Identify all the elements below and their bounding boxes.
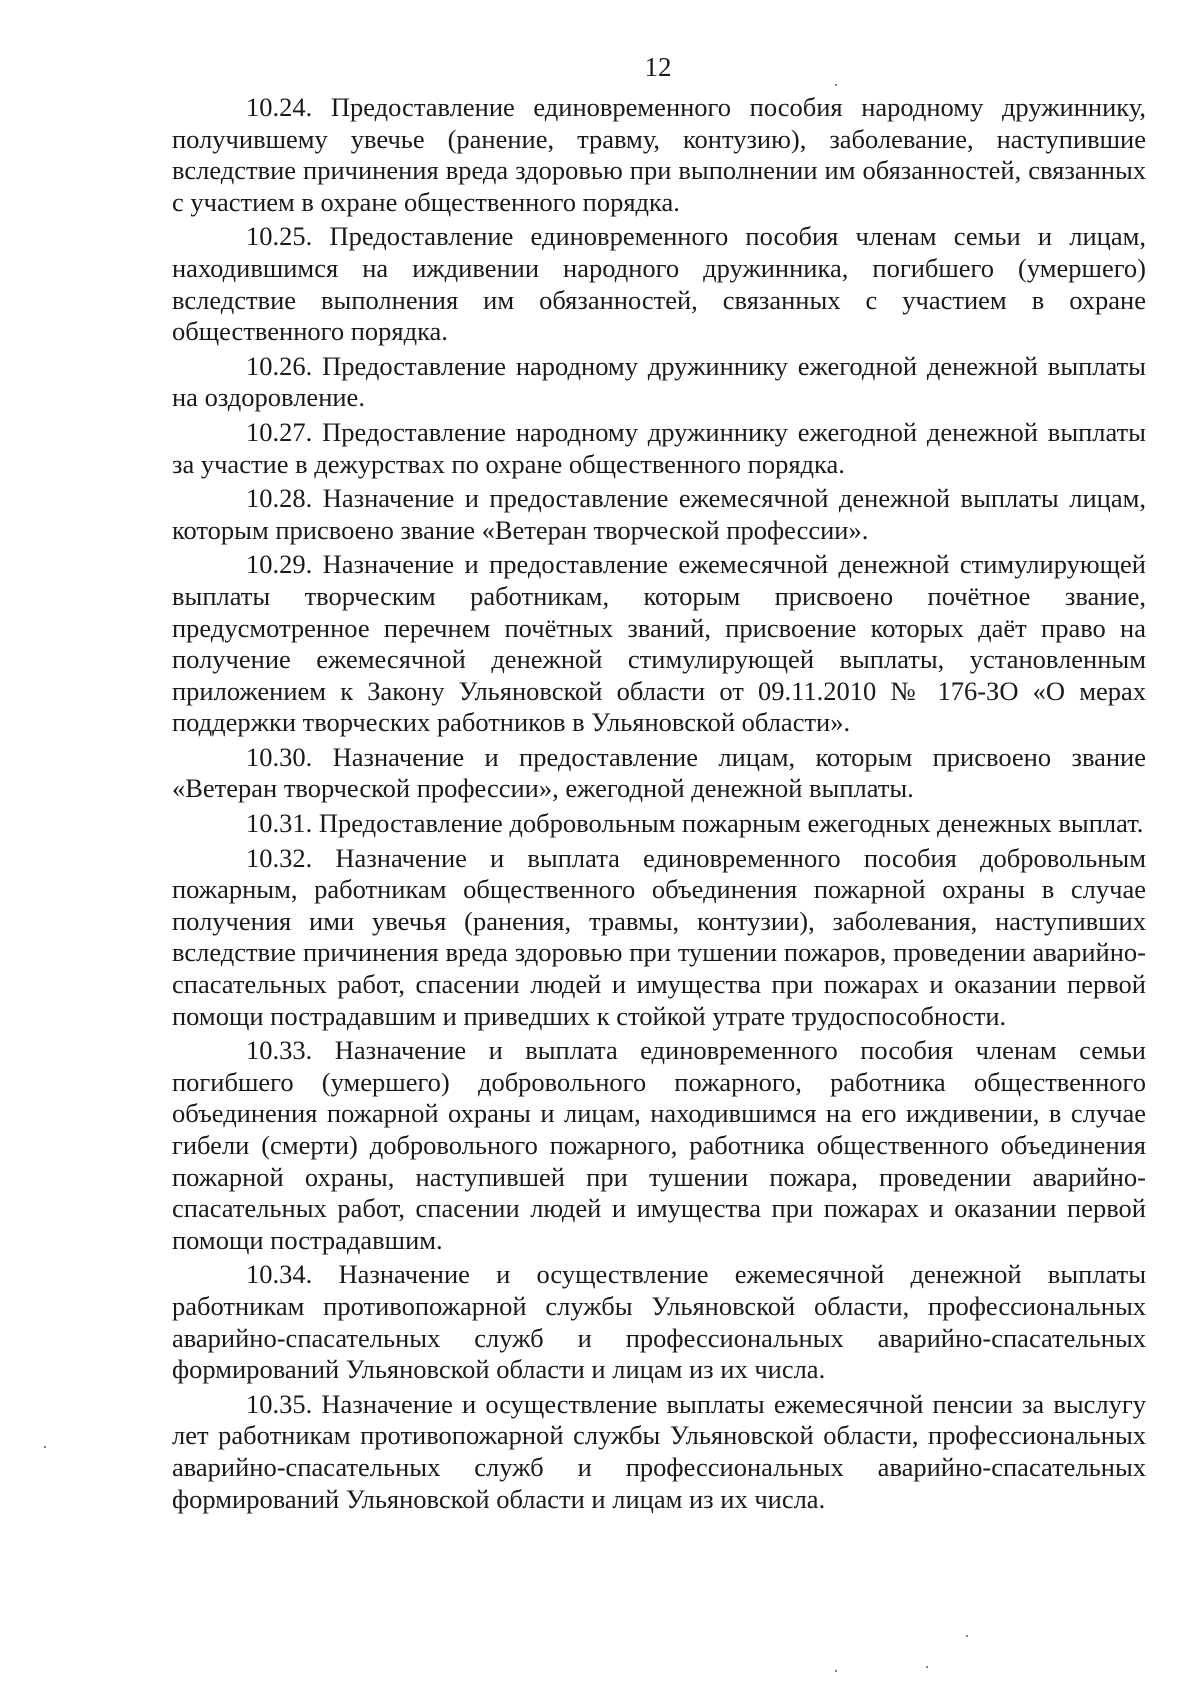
paragraph-10-26: 10.26. Предоставление народному дружиннику ежегодной денежной выплаты на оздоровление. [172, 350, 1146, 413]
paragraph-10-24: 10.24. Предоставление единовременного пособия народному дружиннику, получившему увечье (ранение, травму, контузию), заболевание, наступившие вследствие причинения вреда здоровью при выполнении им обязанностей, связанных с участием в охране общественного порядка. [172, 92, 1146, 217]
scan-speck [44, 1446, 46, 1448]
scan-speck [966, 1635, 968, 1637]
page-number: 12 [644, 52, 672, 82]
paragraph-10-35: 10.35. Назначение и осуществление выплаты ежемесячной пенсии за выслугу лет работникам противопожарной службы Ульяновской области, профессиональных аварийно-спасательных служб и профессиональных аварийно-спасательных формирований Ульяновской области и лицам из их числа. [172, 1388, 1146, 1514]
paragraph-10-28: 10.28. Назначение и предоставление ежемесячной денежной выплаты лицам, которым присвоено звание «Ветеран творческой профессии». [172, 483, 1146, 545]
paragraph-10-30: 10.30. Назначение и предоставление лицам, которым присвоено звание «Ветеран творческой профессии», ежегодной денежной выплаты. [172, 741, 1146, 804]
document-body [172, 92, 1146, 1518]
scan-speck [835, 84, 837, 86]
paragraph-10-27: 10.27. Предоставление народному дружиннику ежегодной денежной выплаты за участие в дежурствах по охране общественного порядка. [172, 416, 1146, 479]
paragraph-10-25: 10.25. Предоставление единовременного пособия членам семьи и лицам, находившимся на иждивении народного дружинника, погибшего (умершего) вследствие выполнения им обязанностей, связанных с участием в охране общественного порядка. [172, 221, 1146, 347]
paragraph-10-32: 10.32. Назначение и выплата единовременного пособия добровольным пожарным, работникам общественного объединения пожарной охраны в случае получения ими увечья (ранения, травмы, контузии), заболевания, наступивших вследствие причинения вреда здоровью при тушении пожаров, проведении аварийно-спасательных работ, спасении людей и имущества при пожарах и оказании первой помощи пострадавшим и приведших к стойкой утрате трудоспособности. [172, 842, 1146, 1031]
paragraph-10-34: 10.34. Назначение и осуществление ежемесячной денежной выплаты работникам противопожарной службы Ульяновской области, профессиональных аварийно-спасательных служб и профессиональных аварийно-спасательных формирований Ульяновской области и лицам из их числа. [172, 1259, 1146, 1385]
scan-speck [926, 1666, 928, 1668]
scan-speck [835, 1670, 837, 1672]
paragraph-10-31: 10.31. Предоставление добровольным пожарным ежегодных денежных выплат. [246, 808, 1144, 839]
paragraph-10-29: 10.29. Назначение и предоставление ежемесячной денежной стимулирующей выплаты творческим работникам, которым присвоено почётное звание, предусмотренное перечнем почётных званий, присвоение которых даёт право на получение ежемесячной денежной стимулирующей выплаты, установленным приложением к Закону Ульяновской области от 09.11.2010 № 176-ЗО «О мерах поддержки творческих работников в Ульяновской области». [172, 549, 1146, 738]
paragraph-10-33: 10.33. Назначение и выплата единовременного пособия членам семьи погибшего (умершего) добровольного пожарного, работника общественного объединения пожарной охраны и лицам, находившимся на его иждивении, в случае гибели (смерти) добровольного пожарного, работника общественного объединения пожарной охраны, наступившей при тушении пожара, проведении аварийно-спасательных работ, спасении людей и имущества при пожарах и оказании первой помощи пострадавшим. [172, 1035, 1146, 1255]
